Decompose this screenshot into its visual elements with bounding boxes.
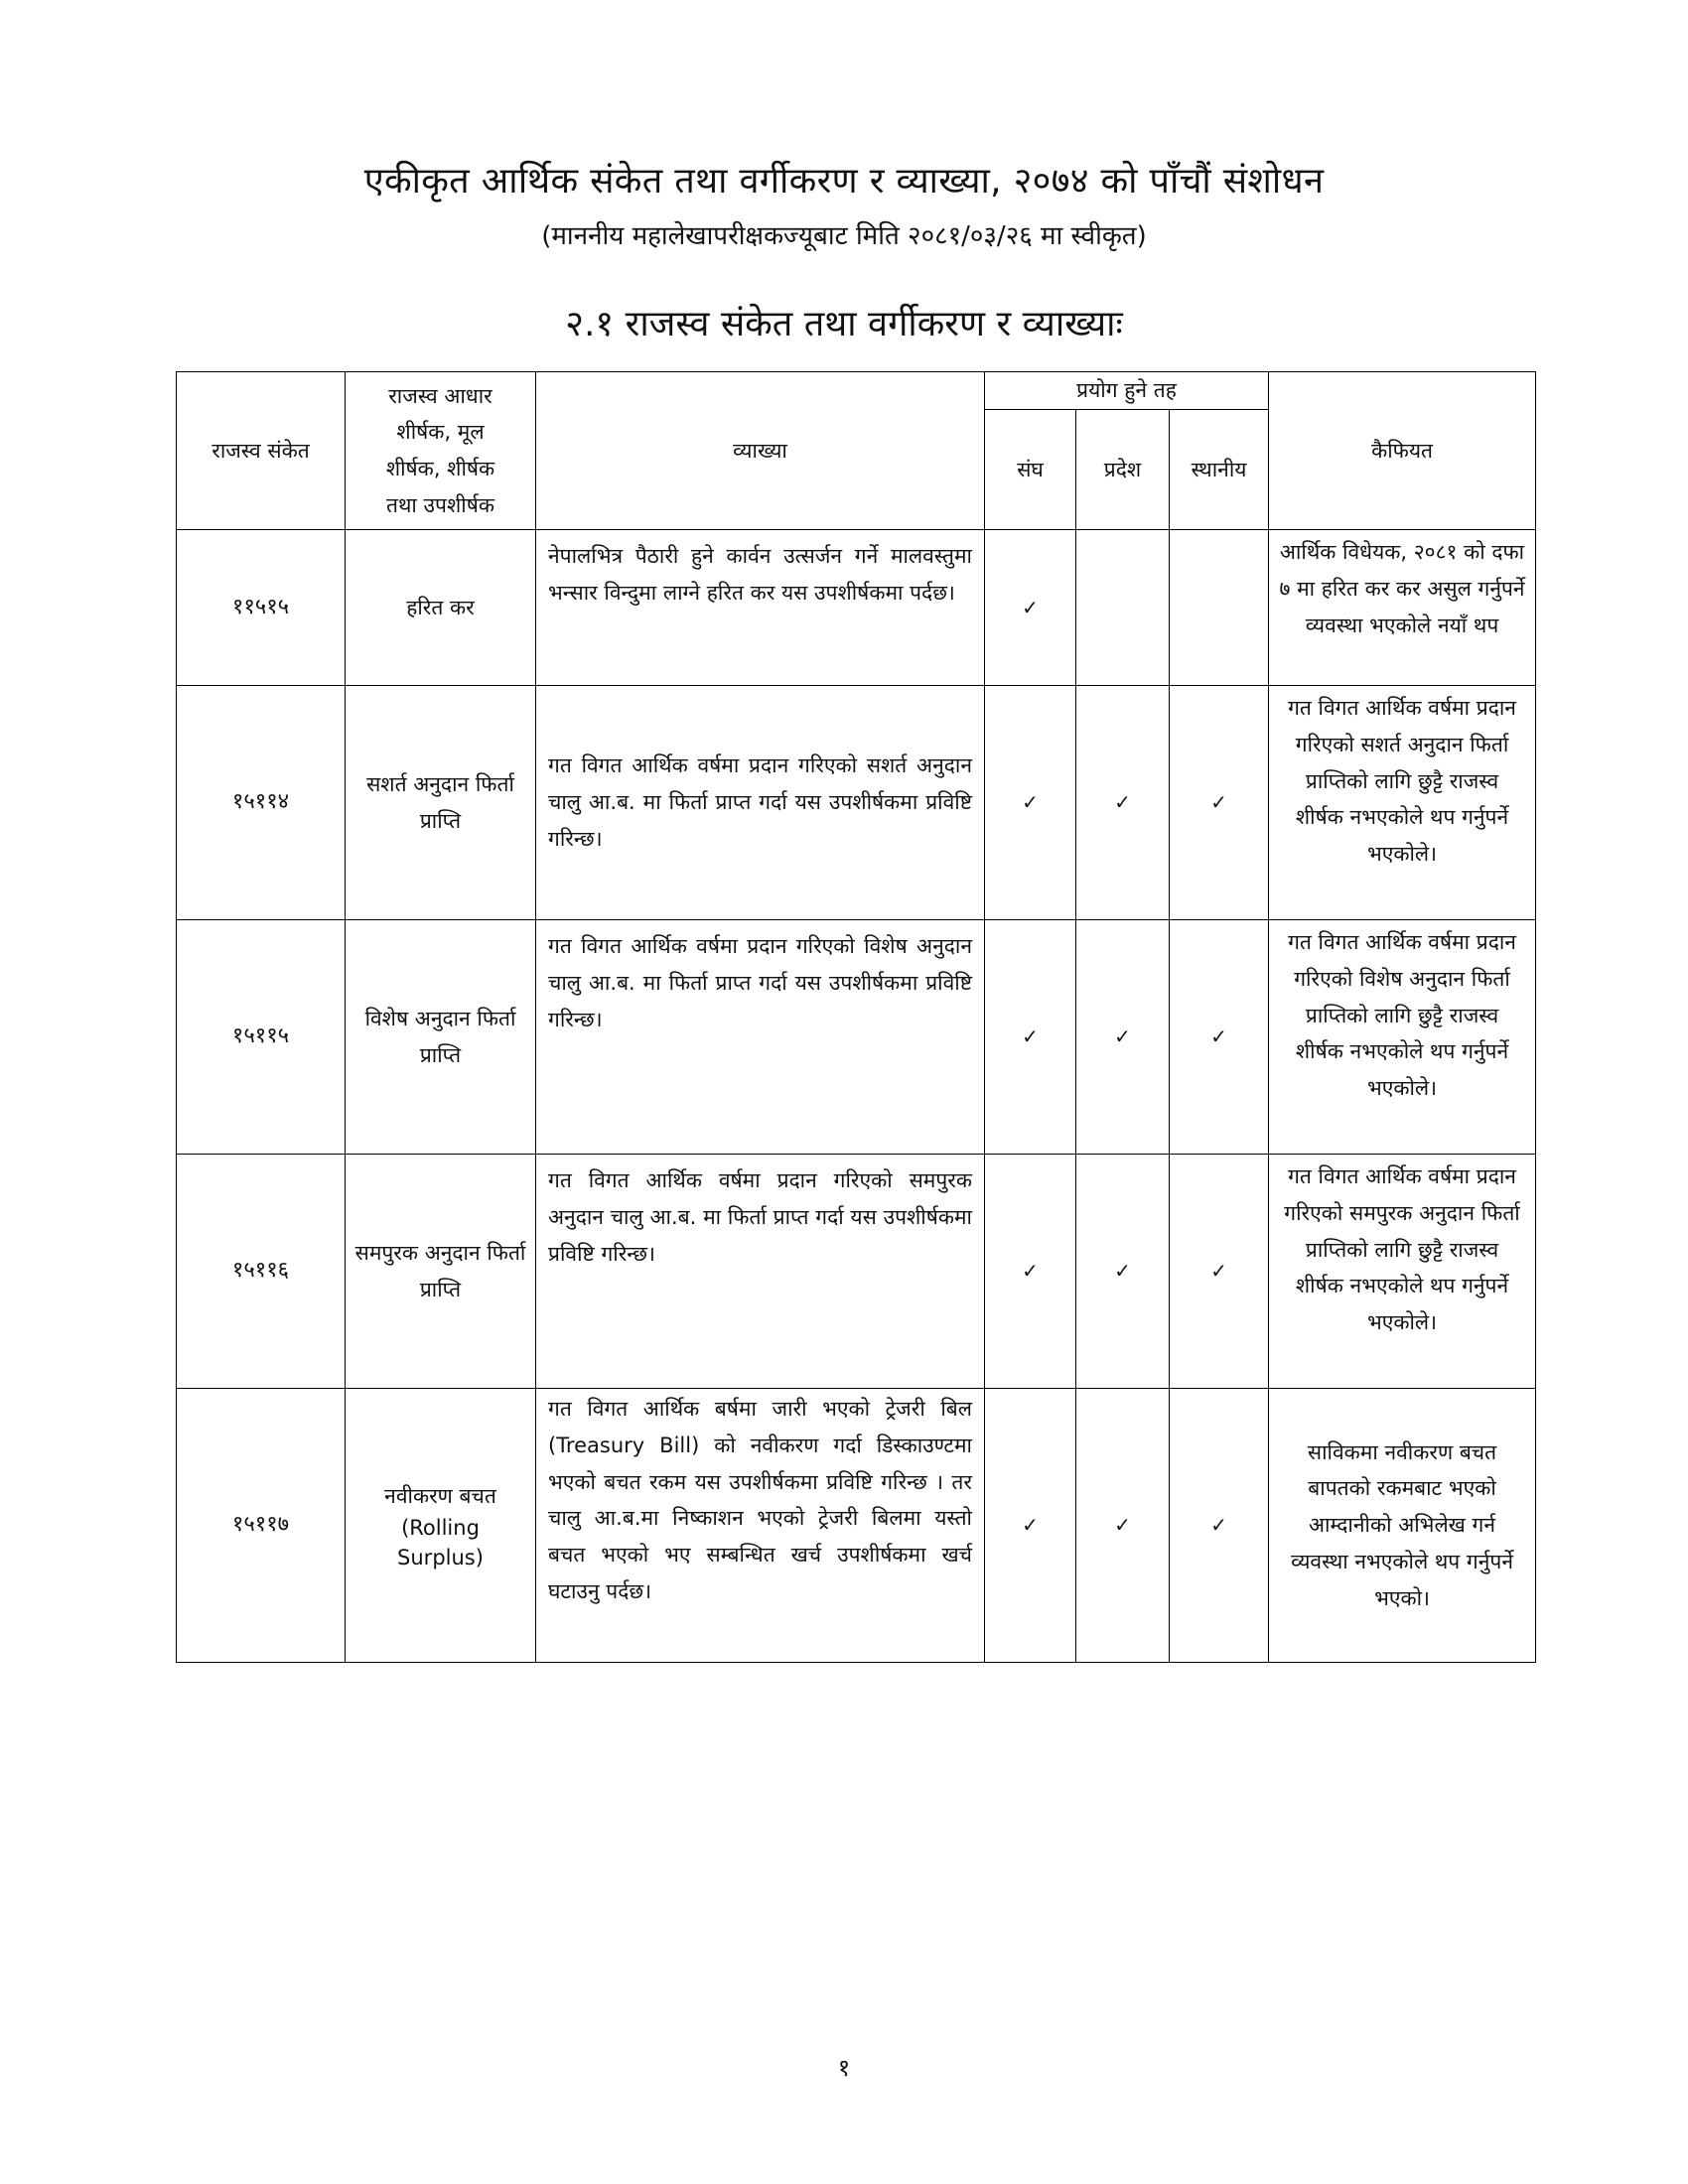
province-check xyxy=(1076,530,1170,686)
table-row xyxy=(177,920,1536,1155)
local-check: ✓ xyxy=(1170,686,1269,920)
document-subtitle: (माननीय महालेखापरीक्षकज्यूबाट मिति २०८१/०३/२६ मा स्वीकृत) xyxy=(541,221,1147,251)
local-check: ✓ xyxy=(1170,920,1269,1155)
header-row-1 xyxy=(177,372,1536,410)
federal-check: ✓ xyxy=(985,686,1076,920)
revenue-remarks: आर्थिक विधेयक, २०८१ को दफा ७ मा हरित कर कर असुल गर्नुपर्ने व्यवस्था भएकोले नयाँ थप xyxy=(1269,530,1536,686)
header-remarks: कैफियत xyxy=(1269,372,1536,530)
revenue-description: नेपालभित्र पैठारी हुने कार्वन उत्सर्जन गर्ने मालवस्तुमा भन्सार विन्दुमा लाग्ने हरित कर यस उपशीर्षकमा पर्दछ। xyxy=(536,530,985,686)
page-number: १ xyxy=(837,2054,851,2082)
province-check: ✓ xyxy=(1076,1155,1170,1389)
revenue-remarks: गत विगत आर्थिक वर्षमा प्रदान गरिएको विशेष अनुदान फिर्ता प्राप्तिको लागि छुट्टै राजस्व शीर्षक नभएकोले थप गर्नुपर्ने भएकोले। xyxy=(1269,920,1536,1155)
table-row xyxy=(177,686,1536,920)
table-row xyxy=(177,1155,1536,1389)
header-usage-level: प्रयोग हुने तह xyxy=(985,372,1269,410)
revenue-description: गत विगत आर्थिक वर्षमा प्रदान गरिएको सशर्त अनुदान चालु आ.ब. मा फिर्ता प्राप्त गर्दा यस उपशीर्षकमा प्रविष्टि गरिन्छ। xyxy=(536,686,985,920)
revenue-code: १५११७ xyxy=(177,1389,346,1663)
revenue-heading: सशर्त अनुदान फिर्ता प्राप्ति xyxy=(346,686,536,920)
table-row xyxy=(177,1389,1536,1663)
section-heading: २.१ राजस्व संकेत तथा वर्गीकरण र व्याख्याः xyxy=(565,304,1123,344)
revenue-remarks: गत विगत आर्थिक वर्षमा प्रदान गरिएको समपुरक अनुदान फिर्ता प्राप्तिको लागि छुट्टै राजस्व शीर्षक नभएकोले थप गर्नुपर्ने भएकोले। xyxy=(1269,1155,1536,1389)
province-check: ✓ xyxy=(1076,686,1170,920)
revenue-code: ११५१५ xyxy=(177,530,346,686)
header-local: स्थानीय xyxy=(1170,409,1269,529)
revenue-code: १५११६ xyxy=(177,1155,346,1389)
local-check: ✓ xyxy=(1170,1389,1269,1663)
revenue-heading: नवीकरण बचत xyxy=(384,1483,496,1508)
revenue-description: गत विगत आर्थिक बर्षमा जारी भएको ट्रेजरी बिल (Treasury Bill) को नवीकरण गर्दा डिस्काउण्टमा भएको बचत रकम यस उपशीर्षकमा प्रविष्टि गरिन्छ । तर चालु आ.ब.मा निष्काशन भएको ट्रेजरी बिलमा यस्तो बचत भएको भए सम्बन्धित खर्च उपशीर्षकमा खर्च घटाउनु पर्दछ। xyxy=(536,1389,985,1663)
revenue-description: गत विगत आर्थिक वर्षमा प्रदान गरिएको विशेष अनुदान चालु आ.ब. मा फिर्ता प्राप्त गर्दा यस उपशीर्षकमा प्रविष्टि गरिन्छ। xyxy=(536,920,985,1155)
revenue-heading: हरित कर xyxy=(346,530,536,686)
revenue-code-table xyxy=(176,371,1536,1663)
table-row xyxy=(177,530,1536,686)
header-description: व्याख्या xyxy=(536,372,985,530)
revenue-code: १५११५ xyxy=(177,920,346,1155)
province-check: ✓ xyxy=(1076,1389,1170,1663)
federal-check: ✓ xyxy=(985,530,1076,686)
revenue-heading-cell xyxy=(346,1389,536,1663)
header-federal: संघ xyxy=(985,409,1076,529)
local-check: ✓ xyxy=(1170,1155,1269,1389)
federal-check: ✓ xyxy=(985,1155,1076,1389)
revenue-heading: समपुरक अनुदान फिर्ता प्राप्ति xyxy=(346,1155,536,1389)
revenue-remarks: साविकमा नवीकरण बचत बापतको रकमबाट भएको आम्दानीको अभिलेख गर्न व्यवस्था नभएकोले थप गर्नुपर्ने भएको। xyxy=(1269,1389,1536,1663)
document-title: एकीकृत आर्थिक संकेत तथा वर्गीकरण र व्याख्या, २०७४ को पाँचौं संशोधन xyxy=(363,161,1325,202)
header-heading: राजस्व आधार शीर्षक, मूल शीर्षक, शीर्षक तथा उपशीर्षक xyxy=(346,372,536,530)
header-province: प्रदेश xyxy=(1076,409,1170,529)
revenue-description: गत विगत आर्थिक वर्षमा प्रदान गरिएको समपुरक अनुदान चालु आ.ब. मा फिर्ता प्राप्त गर्दा यस उपशीर्षकमा प्रविष्टि गरिन्छ। xyxy=(536,1155,985,1389)
federal-check: ✓ xyxy=(985,920,1076,1155)
revenue-heading: विशेष अनुदान फिर्ता प्राप्ति xyxy=(346,920,536,1155)
local-check xyxy=(1170,530,1269,686)
revenue-code: १५११४ xyxy=(177,686,346,920)
federal-check: ✓ xyxy=(985,1389,1076,1663)
revenue-remarks: गत विगत आर्थिक वर्षमा प्रदान गरिएको सशर्त अनुदान फिर्ता प्राप्तिको लागि छुट्टै राजस्व शीर्षक नभएकोले थप गर्नुपर्ने भएकोले। xyxy=(1269,686,1536,920)
revenue-heading-english: (Rolling Surplus) xyxy=(397,1516,484,1570)
province-check: ✓ xyxy=(1076,920,1170,1155)
header-code: राजस्व संकेत xyxy=(177,372,346,530)
